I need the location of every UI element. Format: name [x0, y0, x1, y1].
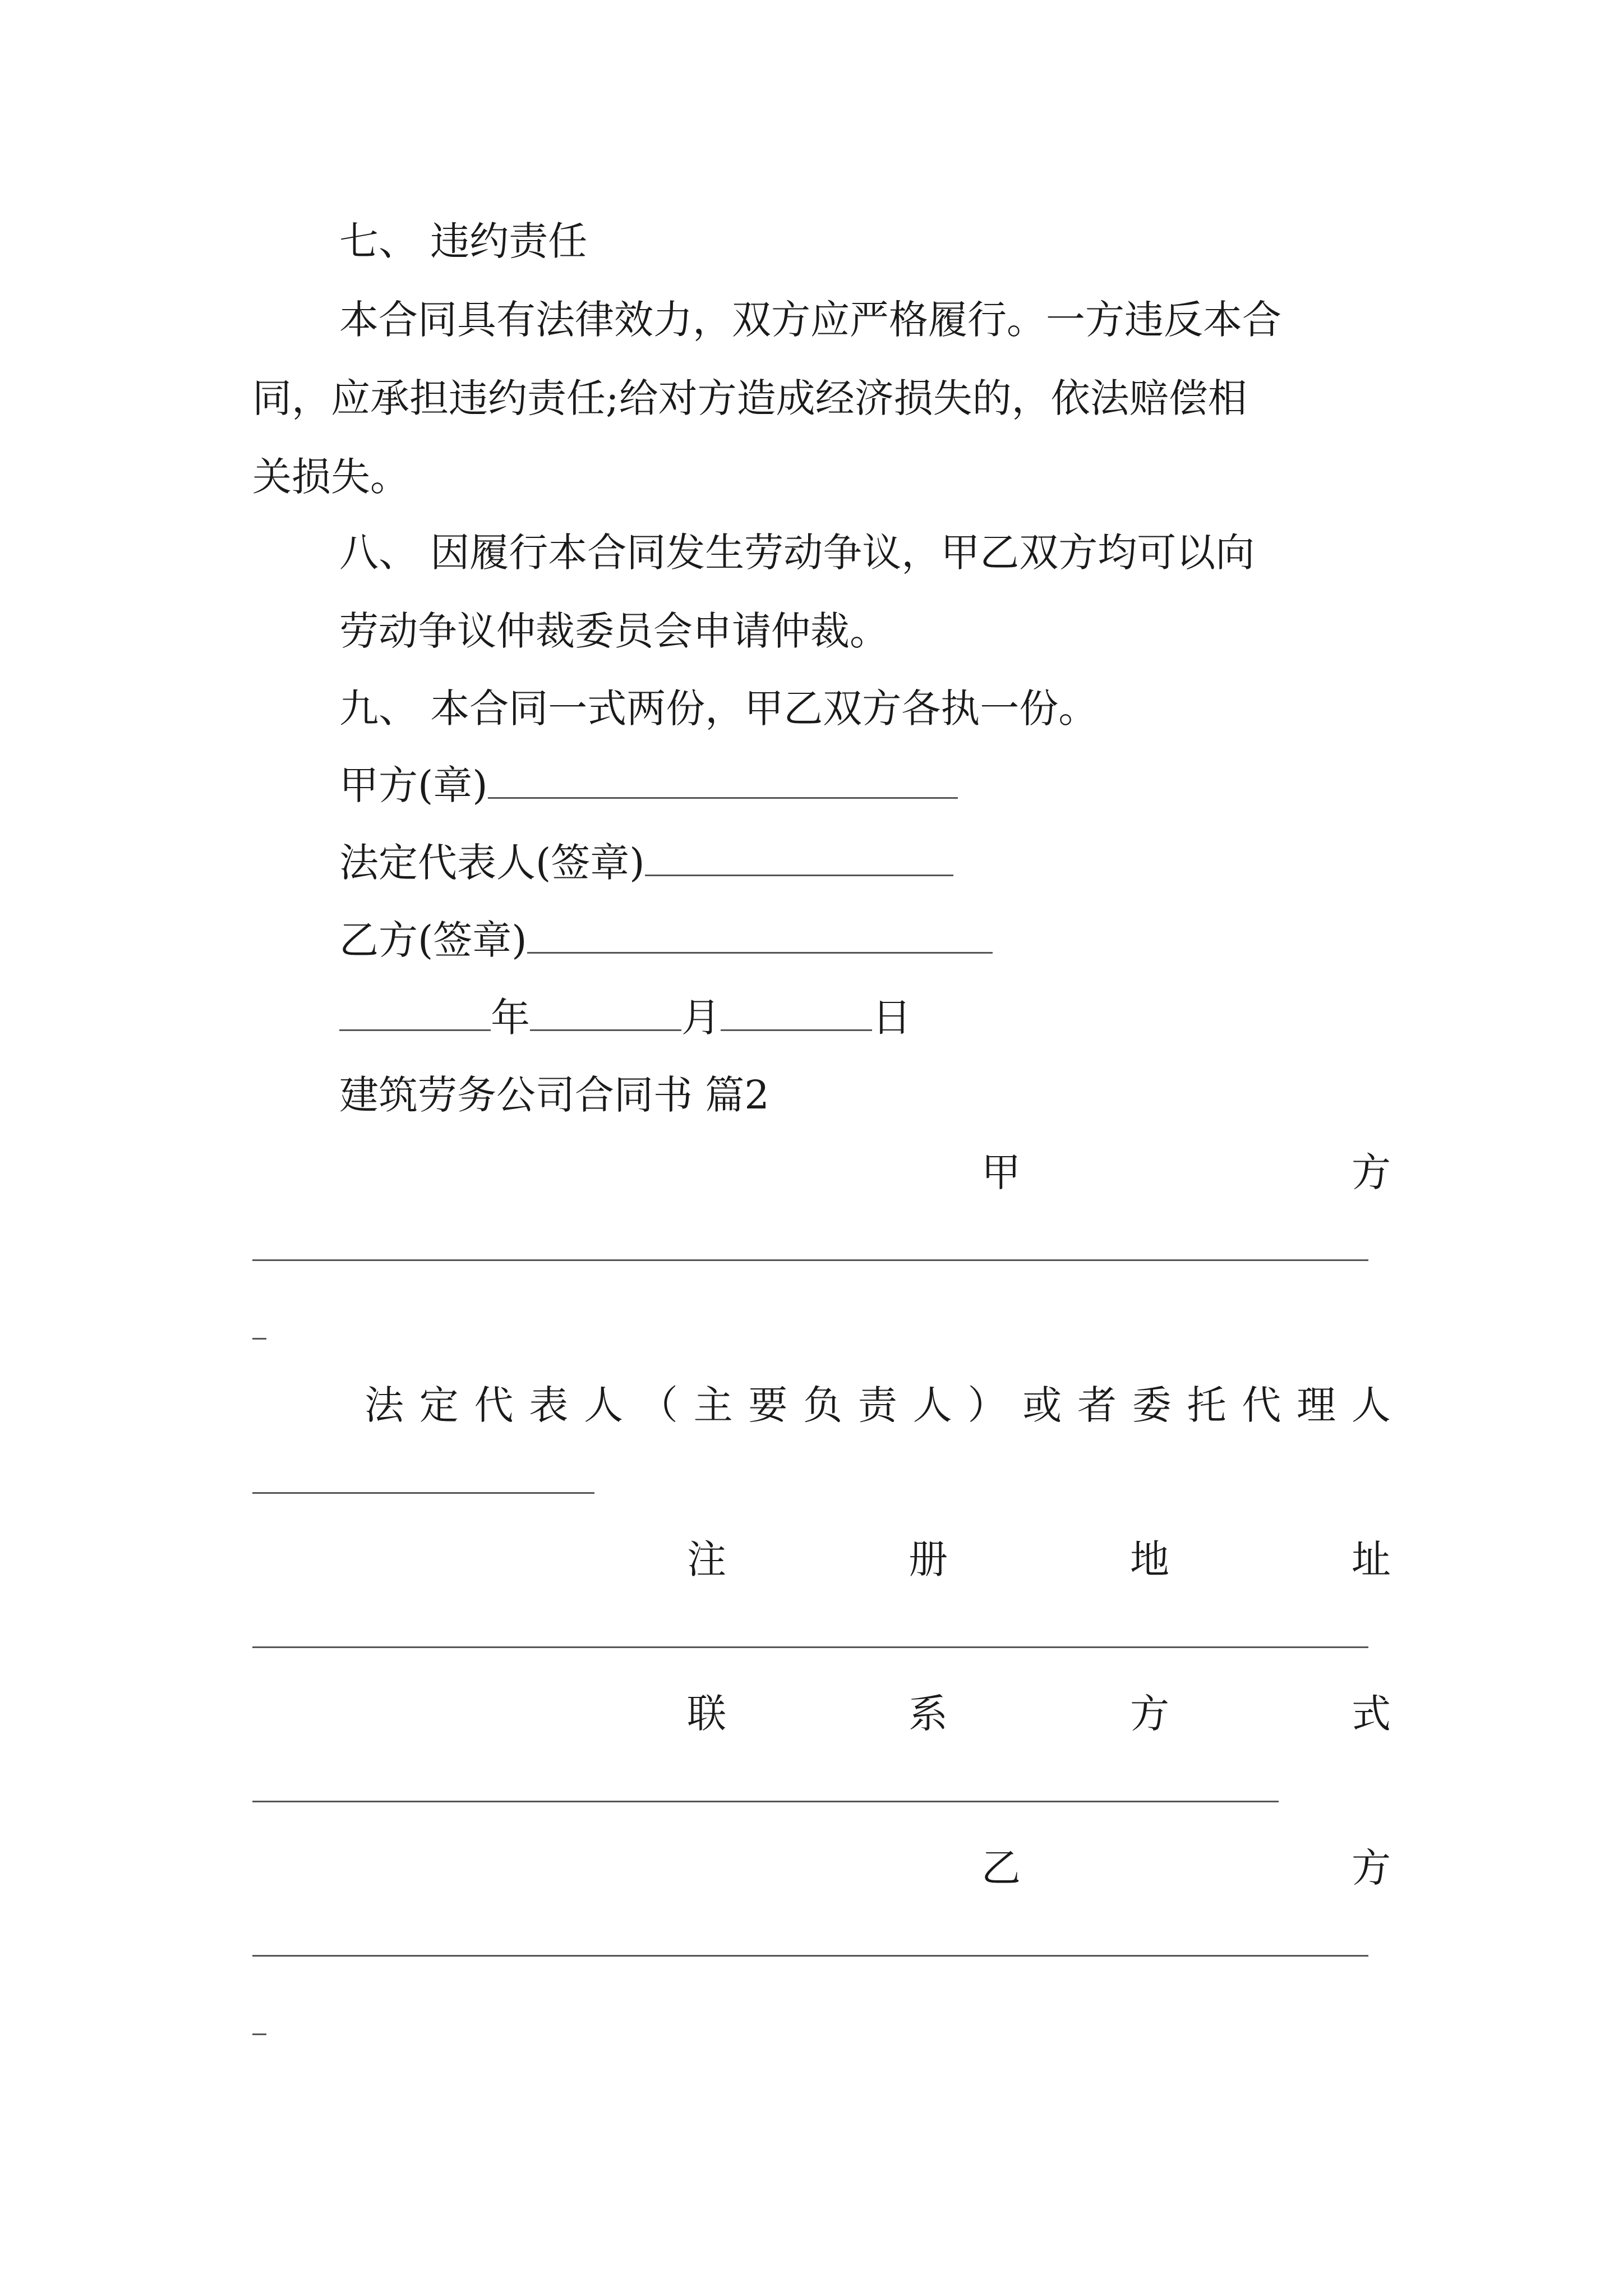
legal-rep-char-16: 托	[1187, 1382, 1227, 1428]
section-7-text-line-1: 本合同具有法律效力，双方应严格履行。一方违反本合	[339, 297, 1281, 343]
legal-rep-char-14: 者	[1077, 1382, 1117, 1428]
party-b-sign-line	[339, 917, 993, 963]
legal-rep-char-1: 法	[365, 1382, 404, 1428]
legal-rep-char-8: 要	[748, 1382, 788, 1428]
party-b-label	[981, 1845, 1391, 1891]
legal-rep-char-5: 人	[584, 1382, 624, 1428]
legal-rep-fill-line	[252, 1492, 594, 1494]
party-a-label	[981, 1149, 1391, 1195]
legal-rep-char-10: 责	[857, 1382, 897, 1428]
contact-char-2: 系	[909, 1691, 948, 1737]
party-a-fill-line-continued	[252, 1338, 266, 1340]
address-char-4: 址	[1352, 1536, 1391, 1582]
legal-rep-char-3: 代	[474, 1382, 514, 1428]
contact-fill-line	[252, 1801, 1279, 1802]
section-9-text: 九、 本合同一式两份，甲乙双方各执一份。	[339, 685, 1098, 731]
date-line	[339, 995, 911, 1041]
address-char-2: 册	[909, 1536, 948, 1582]
legal-rep-char-17: 代	[1242, 1382, 1281, 1428]
party-b-fill-line-continued	[252, 2033, 266, 2035]
article-2-title: 建筑劳务公司合同书 篇2	[339, 1072, 769, 1118]
contact-char-1: 联	[687, 1691, 726, 1737]
contact-char-3: 方	[1130, 1691, 1169, 1737]
legal-rep-sign-line	[339, 840, 953, 886]
address-char-3: 地	[1130, 1536, 1169, 1582]
legal-rep-label	[365, 1382, 1391, 1428]
party-b-char-2: 方	[1352, 1845, 1391, 1891]
legal-rep-char-15: 委	[1132, 1382, 1172, 1428]
legal-rep-char-12: ）	[967, 1382, 1007, 1428]
year-label: 年	[491, 995, 530, 1041]
contact-char-4: 式	[1352, 1691, 1391, 1737]
party-b-fill-line	[252, 1955, 1368, 1957]
party-a-char-2: 方	[1352, 1149, 1391, 1195]
month-label: 月	[681, 995, 721, 1041]
party-b-sign-label: 乙方(签章)	[339, 917, 527, 963]
party-a-seal-label: 甲方(章)	[339, 762, 488, 808]
section-8-text-line-1: 八、 因履行本合同发生劳动争议，甲乙双方均可以向	[339, 530, 1255, 576]
section-8-text-line-2: 劳动争议仲裁委员会申请仲裁。	[339, 608, 889, 654]
legal-rep-sign-label: 法定代表人(签章)	[339, 840, 645, 886]
legal-rep-char-4: 表	[529, 1382, 569, 1428]
legal-rep-char-2: 定	[419, 1382, 459, 1428]
month-blank	[530, 998, 681, 1031]
legal-rep-char-11: 人	[912, 1382, 952, 1428]
year-blank	[339, 998, 491, 1031]
legal-rep-char-18: 理	[1297, 1382, 1336, 1428]
address-label	[687, 1536, 1391, 1582]
contact-label	[687, 1691, 1391, 1737]
section-7-title: 七、 违约责任	[339, 218, 588, 264]
legal-rep-char-13: 或	[1022, 1382, 1062, 1428]
day-label: 日	[872, 995, 911, 1041]
address-fill-line	[252, 1646, 1368, 1648]
legal-rep-char-7: 主	[693, 1382, 733, 1428]
section-7-text-line-2: 同，应承担违约责任;给对方造成经济损失的，依法赔偿相	[252, 375, 1247, 421]
legal-rep-char-9: 负	[803, 1382, 843, 1428]
party-a-char-1: 甲	[981, 1149, 1021, 1195]
party-a-seal-line	[339, 762, 958, 808]
party-a-fill-line	[252, 1259, 1368, 1261]
legal-rep-sign-blank	[645, 843, 953, 876]
legal-rep-char-6: （	[638, 1382, 678, 1428]
section-7-text-line-3: 关损失。	[252, 454, 409, 500]
party-b-char-1: 乙	[981, 1845, 1021, 1891]
party-b-sign-blank	[527, 921, 993, 954]
day-blank	[721, 998, 872, 1031]
party-a-seal-blank	[488, 766, 958, 799]
address-char-1: 注	[687, 1536, 726, 1582]
legal-rep-char-19: 人	[1351, 1382, 1391, 1428]
